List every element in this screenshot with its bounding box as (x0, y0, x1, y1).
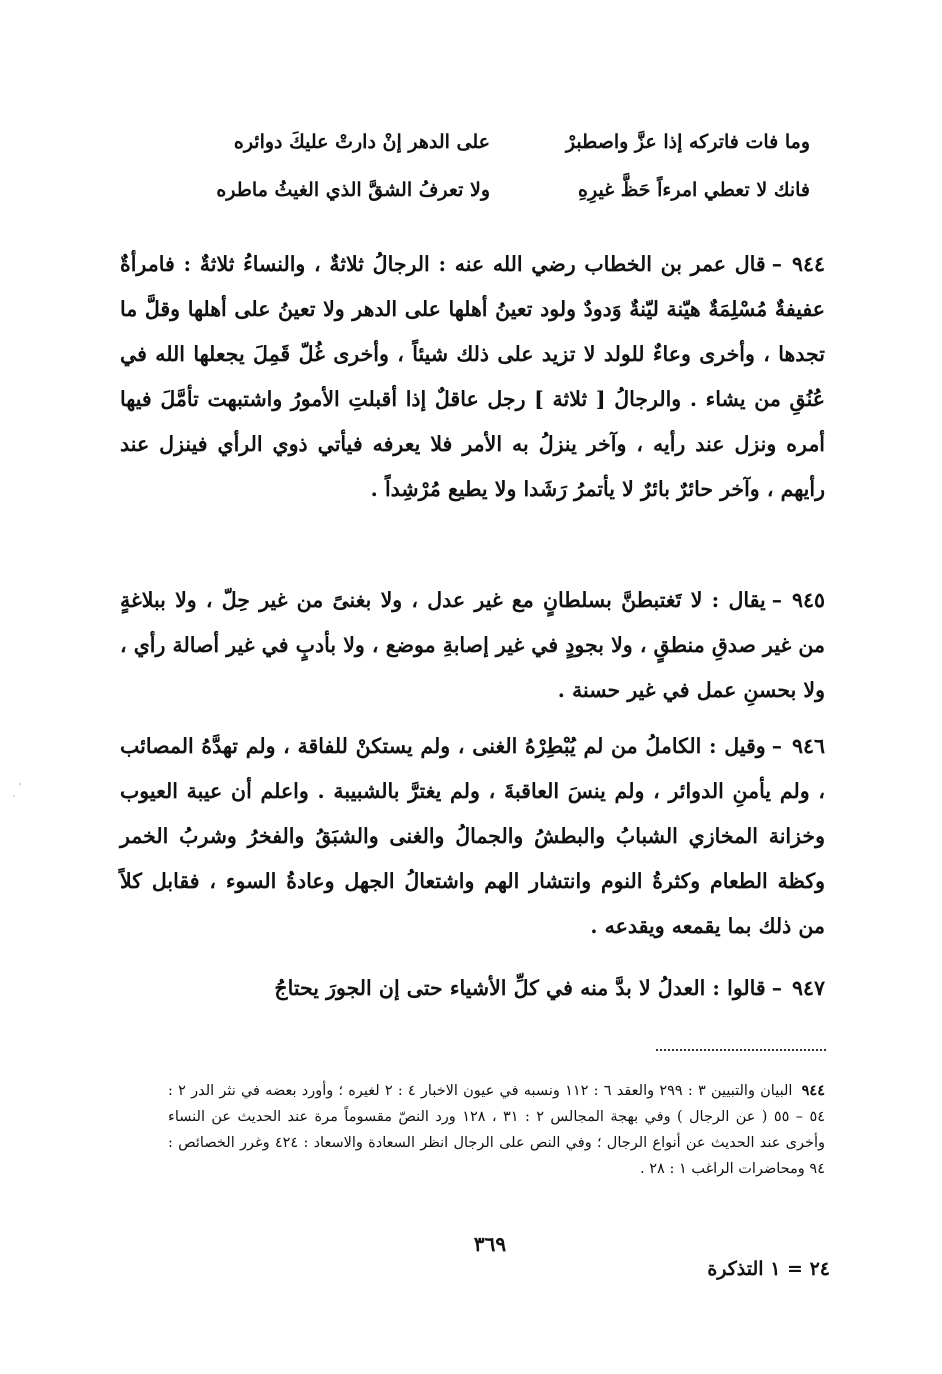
paragraph-text: وقيل : الكاملُ من لم يُبْطِرْهُ الغنى ، ولم يستكنْ للفاقة ، ولم تهدَّهُ المصائب ، ولم يأمنِ الدوائر ، ولم ينسَ العاقبةَ ، ولم يغترَّ بالشبيبة . واعلم أن عيبة العيوب وخزانة المخازي الشبابُ والبطشُ والجمالُ والغنى والشبَقُ والفخرُ وشربُ الخمر وكظة الطعام وكثرةُ النوم وانتشار الهم واشتعالُ الجهل وعادةُ السوء ، فقابل كلاً من ذلك بما يقمعه ويقدعه . (120, 734, 825, 938)
poem-verses (210, 118, 810, 214)
paragraph-number: ٩٤٥ (791, 588, 825, 612)
paragraph-number: ٩٤٦ (791, 734, 825, 758)
footnote-text: البيان والتبيين ٣ : ٢٩٩ والعقد ٦ : ١١٢ ونسبه في عيون الاخبار ٤ : ٢ لغيره ؛ وأورد بعضه في نثر الدر ٢ : ٥٤ – ٥٥ ( عن الرجال ) وفي بهجة المجالس ٢ : ٣١ ، ١٢٨ ورد النصّ مقسوماً مرة عند الحديث عن النساء وأخرى عند الحديث عن أنواع الرجال ؛ وفي النص على الرجال انظر السعادة والاسعاد : ٤٢٤ وغرر الخصائص : ٩٤ ومحاضرات الراغب ١ : ٢٨ . (168, 1083, 826, 1177)
footnote-number: ٩٤٤ (801, 1082, 825, 1099)
paragraph-number: ٩٤٧ (791, 976, 825, 1000)
paragraph-946 (120, 724, 825, 949)
verse-second-hemistich: ولا تعرفُ الشقَّ الذي الغيثُ ماطره (216, 179, 490, 201)
verse-line (210, 166, 810, 214)
verse-line (210, 118, 810, 166)
paragraph-text: يقال : لا تَغتبطنَّ بسلطانٍ مع غير عدل ، ولا بغنىً من غير حِلّ ، ولا ببلاغةٍ من غير صدقِ منطقٍ ، ولا بجودٍ في غير إصابةِ موضع ، ولا بأدبٍ في غير أصالة رأي ، ولا بحسنِ عمل في غير حسنة . (120, 588, 825, 702)
footnote-divider (656, 1049, 826, 1051)
verse-first-hemistich: وما فات فاتركه إذا عزَّ واصطبرْ (565, 131, 810, 153)
verse-first-hemistich: فانك لا تعطي امرءاً حَظَّ غيرِهِ (578, 179, 810, 201)
paragraph-dash: – (771, 734, 782, 758)
paragraph-text: قال عمر بن الخطاب رضي الله عنه : الرجالُ ثلاثةٌ ، والنساءُ ثلاثةٌ : فامرأةٌ عفيفةٌ مُسْلِمَةٌ هيّنة ليّنةٌ وَدودٌ ولود تعينُ أهلها على الدهر ولا تعينُ على أهلها وقلَّ ما تجدها ، وأخرى وعاءٌ للولد لا تزيد على ذلك شيئاً ، وأخرى غُلّ قَمِلَ يجعلها الله في عُنُقِ من يشاء . والرجالُ [ ثلاثة ] رجل عاقلٌ إذا أقبلتِ الأمورُ واشتبهت تأمَّلَ فيها أمره ونزل عند رأيه ، وآخر ينزلُ به الأمر فلا يعرفه فيأتي ذوي الرأي فينزل عند رأيهم ، وآخر حائرٌ بائرٌ لا يأتمرُ رَشَدا ولا يطيع مُرْشِداً . (120, 252, 825, 501)
paragraph-dash: – (771, 588, 782, 612)
page-number: ٣٦٩ (473, 1232, 507, 1256)
footnote (168, 1078, 825, 1182)
paragraph-945 (120, 578, 825, 713)
paragraph-dash: – (771, 252, 782, 276)
paragraph-944 (120, 242, 825, 512)
paragraph-dash: – (771, 976, 782, 1000)
margin-speck-marks (0, 760, 30, 880)
paragraph-947 (120, 966, 825, 1011)
paragraph-text: قالوا : العدلُ لا بدَّ منه في كلِّ الأشياء حتى إن الجورَ يحتاجُ (274, 976, 766, 1000)
verse-second-hemistich: على الدهر إنْ دارتْ عليكَ دوائره (233, 131, 490, 153)
paragraph-number: ٩٤٤ (791, 252, 825, 276)
signature-mark: ٢٤ = ١ التذكرة (707, 1258, 830, 1280)
